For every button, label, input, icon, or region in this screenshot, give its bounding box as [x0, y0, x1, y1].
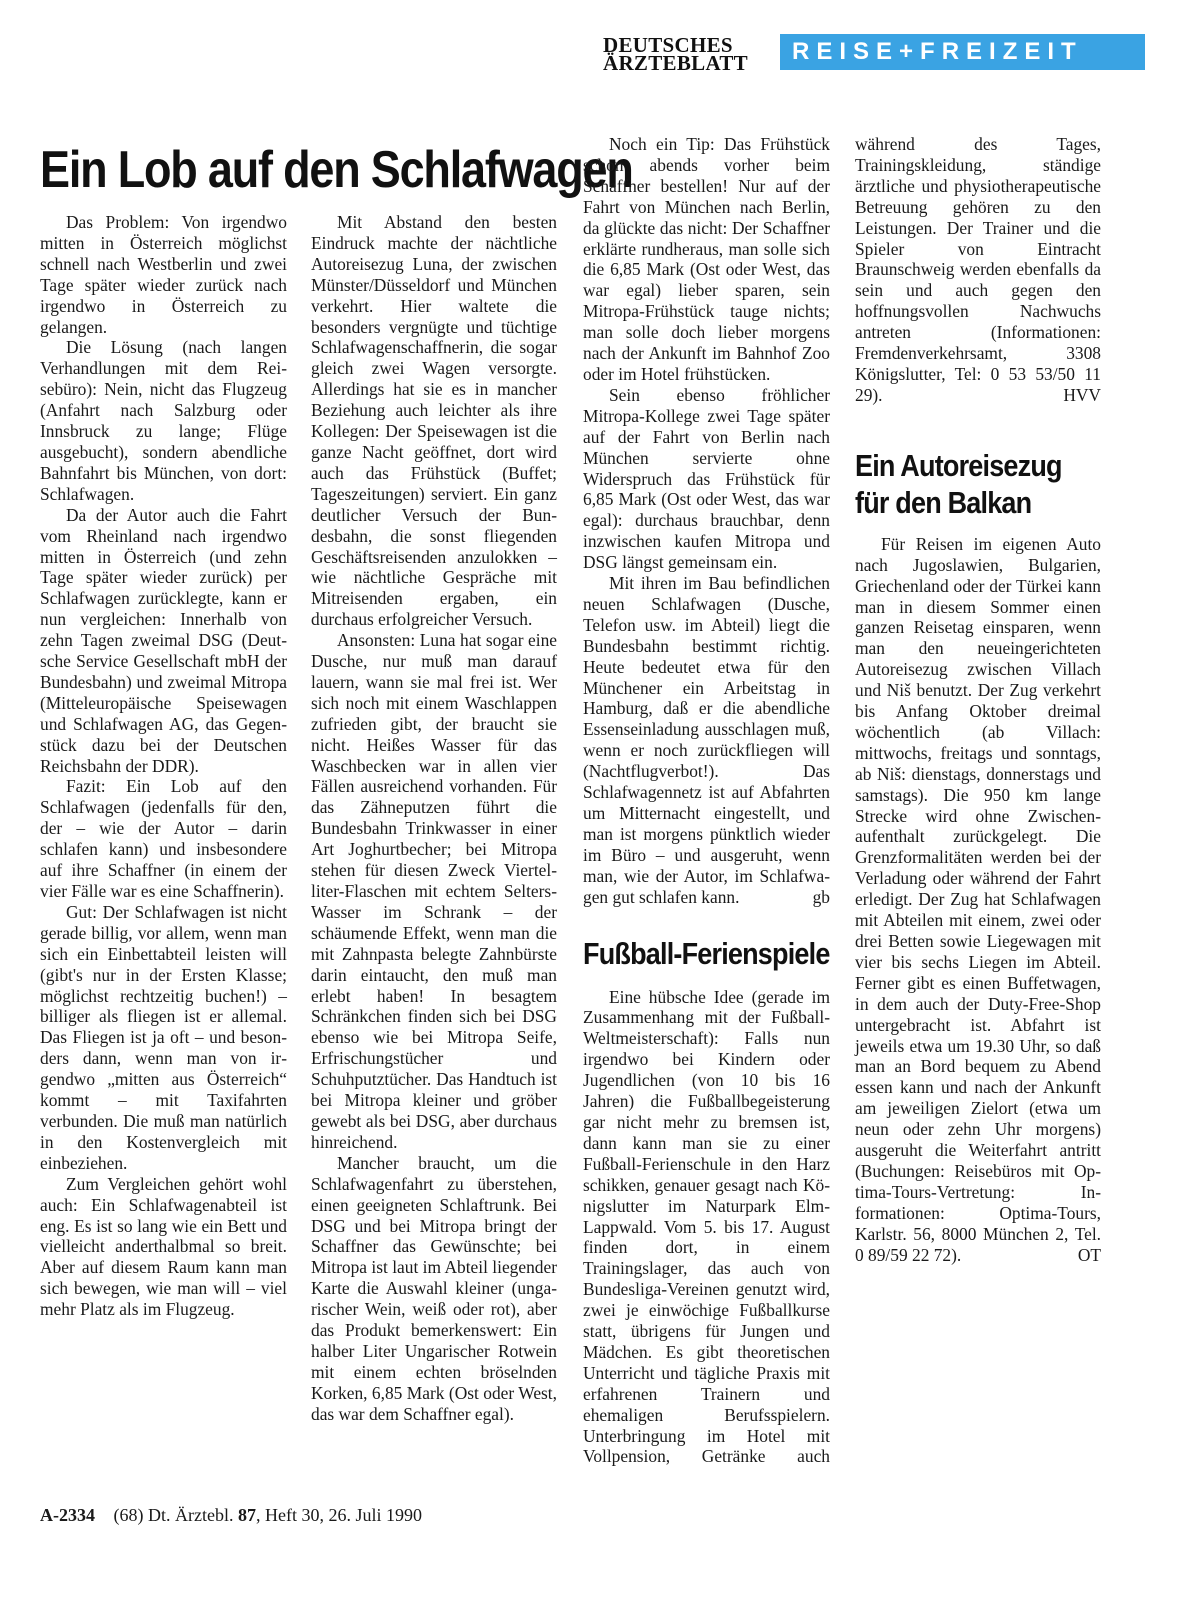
page-footer [40, 1505, 422, 1526]
paragraph-text: Mit ihren im Bau befindlichen neuen Schlafwagen (Dusche, Telefon usw. im Abteil) liegt die Bundesbahn bestimmt richtig. Heute bedeutet etwa für den Münchener ein Arbeitstag in Hamburg, daß er die abendliche Essenseinladung ausschlagen muß, wenn er noch zurückfliegen will (Nachtflugverbot!). Das Schlafwagennetz ist auf Abfahrten um Mitternacht eingestellt, und man ist morgens pünktlich wieder im Büro – und ausgeruht, wenn man, wie der Autor, im Schlafwagen gut schlafen kann. [583, 573, 830, 907]
journal-logo [603, 33, 778, 75]
paragraph [583, 573, 830, 908]
paragraph: Die Lösung (nach langen Verhandlungen mit dem Reisebüro): Nein, nicht das Flugzeug (Anfahrt nach Salzburg oder Innsbruck zu lange; Flüge ausgebucht), sondern abendliche Bahnfahrt bis München, von dort: Schlafwagen. [40, 337, 287, 504]
paragraph: Mit Abstand den besten Eindruck machte der nächtliche Autoreisezug Luna, der zwischen Münster/Düsseldorf und München verkehrt. Hier waltete die besonders vergnügte und tüchtige Schlafwagenschaffnerin, die sogar gleich zwei Wagen versorgte. Allerdings hat sie es in mancher Beziehung auch leichter als ihre Kollegen: Der Speisewagen ist die ganze Nacht geöffnet, dort wird auch das Frühstück (Buffet; Tageszeitungen) serviert. Ein ganz deutlicher Versuch der Bundesbahn, die sonst fliegenden Geschäftsreisenden anzulokken – wie nächtliche Gespräche mit Mitreisenden ergaben, ein durchaus erfolgreicher Versuch. [311, 212, 557, 630]
article-headline: Ein Lob auf den Schlafwagen [40, 140, 633, 199]
author-signature: gb [812, 886, 830, 907]
column-4 [855, 134, 1101, 1266]
citation-volume: 87 [237, 1505, 256, 1525]
paragraph-continuation [855, 134, 1101, 406]
author-signature: HVV [1063, 384, 1101, 405]
paragraph: Eine hübsche Idee (gerade im Zusammenhang mit der Fußball-Weltmeisterschaft): Falls nun irgendwo bei Kindern oder Jugendlichen (von 10 bis 16 Jahren) die Fußballbegeisterung gar nicht mehr zu bremsen ist, dann kann man sie zu einer Fußball-Ferienschule in den Harz schikken, genauer gesagt nach Königslutter im Naturpark Elm-Lappwald. Vom 5. bis 17. August finden dort, in einem Trainingslager, das auch von Bundesliga-Vereinen genutzt wird, zwei je einwöchige Fußballkurse statt, übrigens für Jungen und Mädchen. Es gibt theoretischen Unterricht und tägliche Praxis mit erfahrenen Trainern und ehemaligen Berufsspielern. Unterbringung im Hotel mit Vollpension, Getränke auch [583, 986, 830, 1467]
column-3 [583, 134, 830, 1467]
paragraph: Zum Vergleichen gehört wohl auch: Ein Schlafwagenabteil ist eng. Es ist so lang wie ein Bett und vielleicht anderthalbmal so breit. Aber auf diesem Raum kann man sich bewegen, wie man will – viel mehr Platz als im Flugzeug. [40, 1173, 287, 1320]
paragraph [855, 534, 1101, 1266]
paragraph: Noch ein Tip: Das Frühstück schon abends vorher beim Schaffner bestellen! Nur auf der Fahrt von München nach Berlin, da glückte das nicht: Der Schaffner erklärte rundheraus, man solle sich die 6,85 Mark (Ost oder West, das war egal) lieber sparen, sein Mitropa-Frühstück tauge nichts; man solle doch lieber morgens nach der Ankunft im Bahnhof Zoo oder im Hotel frühstücken. [583, 134, 830, 384]
logo-line-1: DEUTSCHES [603, 33, 733, 57]
column-1 [40, 212, 287, 1320]
paragraph: Fazit: Ein Lob auf den Schlafwagen (jedenfalls für den, der – wie der Autor – darin schlafen kann) und insbesondere auf ihre Schaffner (in einem der vier Fälle war es eine Schaffnerin). [40, 776, 287, 901]
paragraph: Ansonsten: Luna hat sogar eine Dusche, nur muß man darauf lauern, wann sie mal frei ist. Wer sich noch mit einem Waschlappen zufrieden gibt, der braucht sie nicht. Heißes Wasser für das Waschbecken war in allen vier Fällen ausreichend vorhanden. Für das Zähneputzen führt die Bundesbahn Trinkwasser in einer Art Joghurtbecher; bei Mitropa stehen für diesen Zweck Viertelliter-Flaschen mit echtem Selters-Wasser im Schrank – der schäumende Effekt, wenn man die mit Zahnpasta belegte Zahnbürste darin eintaucht, den muß man erlebt haben! In besagtem Schränkchen finden sich bei DSG ebenso wie bei Mitropa Seife, Erfrischungstücher und Schuhputztücher. Das Handtuch ist bei Mitropa kleiner und gröber gewebt als bei DSG, aber durchaus hinreichend. [311, 630, 557, 1152]
section-banner: REISE+FREIZEIT [780, 34, 1145, 70]
author-signature: OT [1077, 1244, 1101, 1265]
logo-line-2: ÄRZTEBLATT [603, 51, 748, 75]
paragraph: Da der Autor auch die Fahrt vom Rheinland nach irgendwo mitten in Österreich (und zehn Tage später wieder zurück) per Schlafwagen zurücklegte, kann er nun vergleichen: Innerhalb von zehn Tagen zweimal DSG (Deutsche Service Gesellschaft mbH der Bundesbahn) und zweimal Mitropa (Mitteleuropäische Speisewagen und Schlafwagen AG, das Gegenstück dazu bei der Deutschen Reichsbahn der DDR). [40, 504, 287, 776]
paragraph: Mancher braucht, um die Schlafwagenfahrt zu überstehen, einen geeigneten Schlaftrunk. Bei DSG und bei Mitropa bringt der Schaffner das Gewünschte; bei Mitropa ist laut im Abteil liegender Karte die Auswahl kleiner (ungarischer Wein, weiß oder rot), aber das Produkt bemerkenswert: Ein halber Liter Ungarischer Rotwein mit einem echten bröselnden Korken, 6,85 Mark (Ost oder West, das war dem Schaffner egal). [311, 1152, 557, 1424]
article-headline-fussball: Fußball-Ferienspiele [583, 936, 830, 971]
paragraph-text: Für Reisen im eigenen Auto nach Jugoslawien, Bulgarien, Griechenland oder der Türkei kann man in diesem Sommer einen ganzen Reisetag einsparen, wenn man den neueingerichteten Autoreisezug zwischen Villach und Niš benutzt. Der Zug verkehrt bis Anfang Oktober dreimal wöchentlich (ab Villach: mittwochs, freitags und sonntags, ab Niš: dienstags, donnerstags und samstags). Die 950 km lange Strecke wird ohne Zwischenaufenthalt zurückgelegt. Die Grenzformalitäten werden bei der Verladung oder während der Fahrt erledigt. Der Zug hat Schlafwagen mit Abteilen mit einem, zwei oder drei Betten sowie Liegewagen mit vier bis sechs Liegen im Abteil. Ferner gibt es einen Buffetwagen, in dem auch der Duty-Free-Shop untergebracht ist. Abfahrt ist jeweils etwa um 19.30 Uhr, so daß man an Bord bequem zu Abend essen kann und nach der Ankunft am jeweiligen Zielort (etwa um neun oder zehn Uhr morgens) ausgeruht die Weiterfahrt antritt (Buchungen: Reisebüros mit Optima-Tours-Vertretung: Informationen: Optima-Tours, Karlstr. 56, 8000 München 2, Tel. 0 89/59 22 72). [855, 533, 1101, 1265]
column-2 [311, 212, 557, 1425]
paragraph: Sein ebenso fröhlicher Mitropa-Kollege zwei Tage später auf der Fahrt von Berlin nach München servierte ohne Widerspruch das Frühstück für 6,85 Mark (Ost oder West, das war egal): durchaus brauchbar, denn inzwischen kaufen Mitropa und DSG längst gemeinsam ein. [583, 384, 830, 573]
page-number: A-2334 [40, 1505, 95, 1525]
paragraph-text: während des Tages, Trainingskleidung, ständige ärztliche und physiotherapeutische Betreuung gehören zu den Leistungen. Der Trainer und die Spieler von Eintracht Braunschweig werden ebenfalls da sein und auch gegen den hoffnungsvollen Nachwuchs antreten (Informationen: Fremdenverkehrsamt, 3308 Königslutter, Tel: 0 53 53/50 11 29). [855, 134, 1101, 405]
paragraph: Gut: Der Schlafwagen ist nicht gerade billig, vor allem, wenn man sich ein Einbettabteil leisten will (gibt's nur in der Ersten Klasse; möglichst rechtzeitig buchen!) – billiger als fliegen ist er allemal. Das Fliegen ist ja oft – und besonders dann, wenn man von irgendwo „mitten aus Österreich“ kommt – mit Taxifahrten verbunden. Die muß man natürlich in den Kostenvergleich mit einbeziehen. [40, 901, 287, 1173]
citation-suffix: , Heft 30, 26. Juli 1990 [255, 1505, 422, 1525]
paragraph: Das Problem: Von irgendwo mitten in Österreich möglichst schnell nach Westberlin und zwei Tage später wieder zurück nach irgendwo in Österreich zu gelangen. [40, 212, 287, 337]
article-headline-autoreisezug: Ein Autoreisezug für den Balkan [855, 448, 1062, 520]
citation-prefix: (68) Dt. Ärztebl. [113, 1505, 234, 1525]
